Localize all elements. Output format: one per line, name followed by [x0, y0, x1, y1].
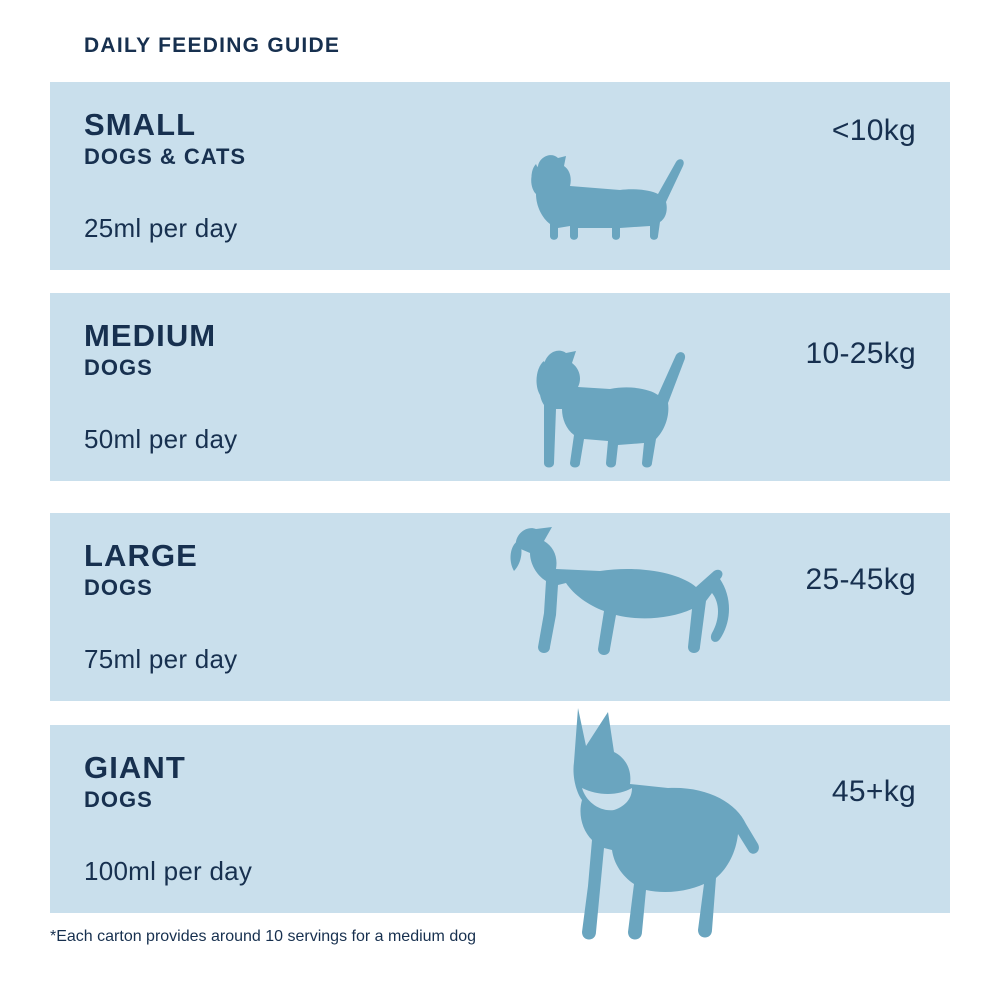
size-label-group	[84, 108, 246, 171]
daily-amount: 50ml per day	[84, 424, 238, 454]
size-name: MEDIUM	[84, 318, 217, 353]
weight-range: 10-25kg	[805, 337, 916, 370]
weight-range: 45+kg	[831, 775, 916, 808]
weight-range: <10kg	[831, 114, 916, 147]
size-name: GIANT	[84, 750, 186, 785]
size-name: LARGE	[84, 538, 198, 573]
size-label-group	[84, 751, 186, 814]
size-label-group	[84, 319, 216, 382]
weight-range: 25-45kg	[805, 563, 916, 596]
size-animals: DOGS	[84, 787, 153, 813]
size-animals: DOGS	[84, 355, 153, 381]
size-animals: DOGS & CATS	[84, 144, 247, 170]
footnote: *Each carton provides around 10 servings for a medium dog	[50, 928, 477, 945]
size-name: SMALL	[84, 107, 197, 142]
feeding-row-giant	[50, 725, 950, 913]
daily-amount: 100ml per day	[84, 856, 253, 886]
size-animals: DOGS	[84, 575, 153, 601]
feeding-row-medium	[50, 293, 950, 481]
daily-amount: 25ml per day	[84, 213, 238, 243]
daily-amount: 75ml per day	[84, 644, 238, 674]
feeding-row-large	[50, 513, 950, 701]
page-title: DAILY FEEDING GUIDE	[84, 34, 341, 57]
feeding-row-small	[50, 82, 950, 270]
size-label-group	[84, 539, 198, 602]
